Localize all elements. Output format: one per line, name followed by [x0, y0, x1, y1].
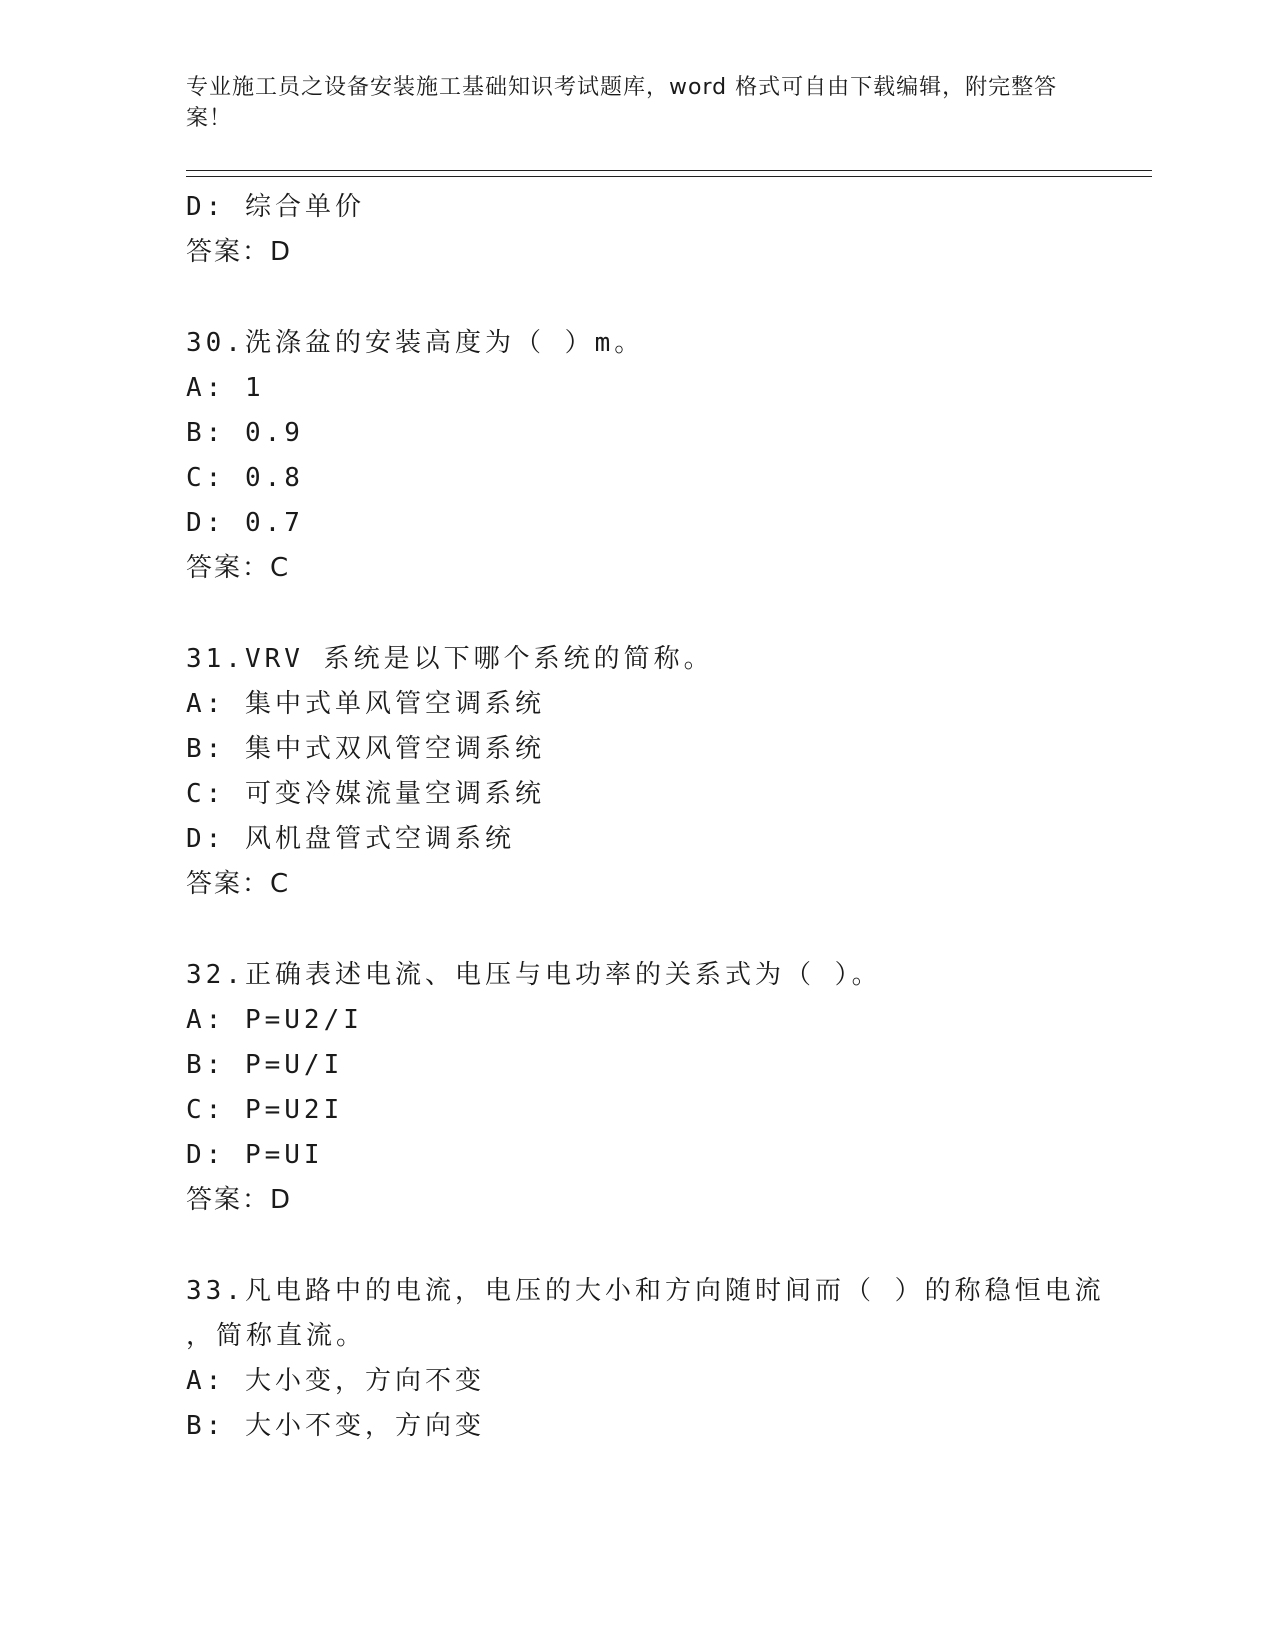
document-page [186, 72, 1146, 1449]
question-text: 30.洗涤盆的安装高度为（ ）m。 [186, 328, 645, 358]
question-30 [186, 321, 1146, 591]
option-d: D: P=UI [186, 1140, 324, 1170]
option-d: D: 0.7 [186, 508, 304, 538]
question-text-line-1: 33.凡电路中的电流，电压的大小和方向随时间而（ ）的称稳恒电流 [186, 1276, 1105, 1306]
answer: 答案：D [186, 237, 293, 267]
question-33 [186, 1269, 1146, 1449]
option-b: B: 0.9 [186, 418, 304, 448]
option-c: C: 0.8 [186, 463, 304, 493]
document-header: 专业施工员之设备安装施工基础知识考试题库，word 格式可自由下载编辑，附完整答案！ [186, 75, 1058, 131]
option-d: D: 风机盘管式空调系统 [186, 824, 515, 854]
answer: 答案：D [186, 1185, 293, 1215]
previous-question-tail [186, 185, 1146, 275]
option-d: D: 综合单价 [186, 192, 365, 222]
question-text: 32.正确表述电流、电压与电功率的关系式为（ ）。 [186, 960, 882, 990]
option-a: A: 集中式单风管空调系统 [186, 689, 545, 719]
option-b: B: 集中式双风管空调系统 [186, 734, 545, 764]
option-a: A: 大小变，方向不变 [186, 1366, 485, 1396]
question-text: 31.VRV 系统是以下哪个系统的简称。 [186, 644, 714, 674]
answer: 答案：C [186, 869, 291, 899]
option-a: A: P=U2/I [186, 1005, 363, 1035]
option-b: B: 大小不变，方向变 [186, 1411, 485, 1441]
option-a: A: 1 [186, 373, 265, 403]
option-c: C: 可变冷媒流量空调系统 [186, 779, 545, 809]
header-divider [186, 170, 1152, 177]
option-b: B: P=U/I [186, 1050, 344, 1080]
question-32 [186, 953, 1146, 1223]
answer: 答案：C [186, 553, 291, 583]
option-c: C: P=U2I [186, 1095, 344, 1125]
question-31 [186, 637, 1146, 907]
question-text-line-2: ，简称直流。 [186, 1321, 367, 1351]
